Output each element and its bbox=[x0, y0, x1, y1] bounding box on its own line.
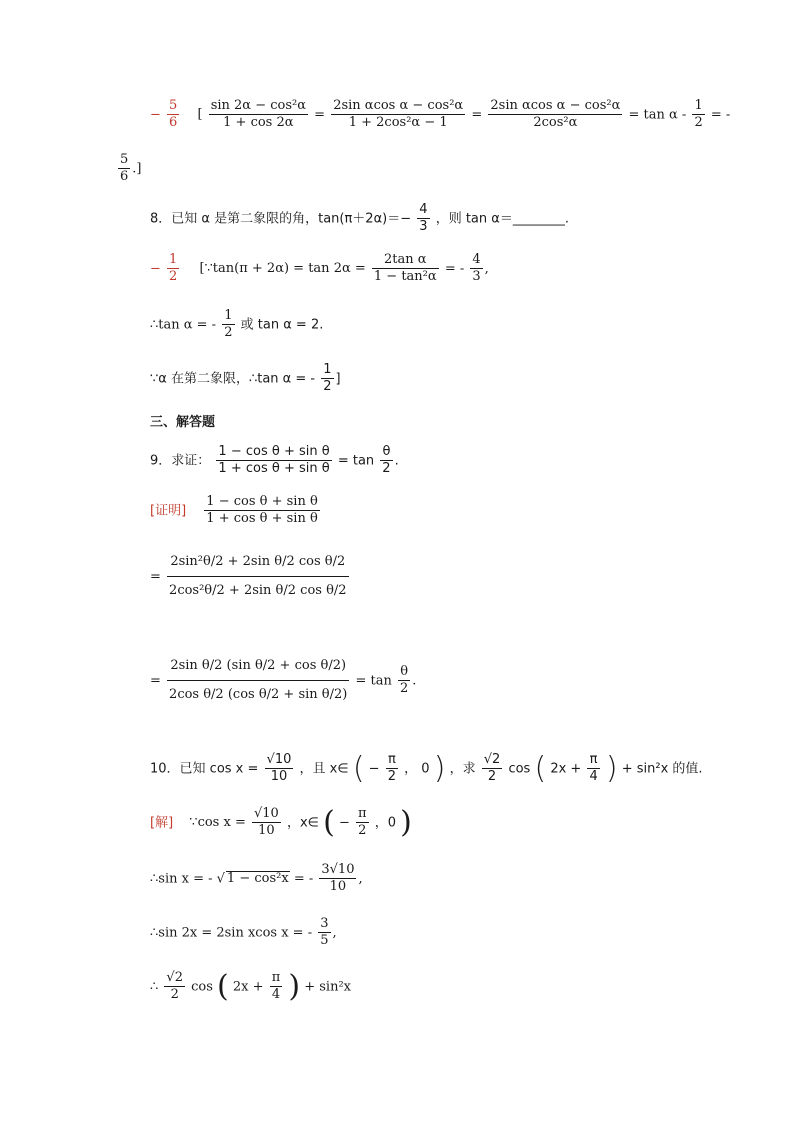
solution-label: [解] bbox=[150, 815, 174, 831]
solution-line-4: ∴ $\frac{√2}{2}$ cos ( 2x + $\frac{\pi}{4}$ ) + sin²x bbox=[150, 968, 352, 1004]
answer-8-line-3: ∵α 在第二象限，∴tan α = - $\frac{1}{2}$ ] bbox=[150, 362, 341, 395]
question-8: 8．已知 α 是第二象限的角，tan(π＋2α)＝− $\frac{4}{3}$ ，则 tan α＝________. bbox=[150, 202, 569, 235]
solution-line-2: ∴sin x = - √ 1 − cos²x = - $\frac{3√10}{10}$ , bbox=[150, 862, 363, 895]
step-fraction-1: $\frac{\text{sin 2α − cos²α}}{1 + \cos 2\alpha}$ bbox=[210, 98, 306, 131]
answer-8-fraction: $\frac{1}{2}$ bbox=[169, 252, 178, 285]
question-10: 10．已知 cos x = $\frac{√10}{10}$ ，且 x∈ ( − $\frac{\pi}{2}$ ， 0 ) ，求 $\frac{√2}{2}$ cos ( 2x + $\frac{\pi}{4}$ ) + sin²x 的值. bbox=[150, 750, 703, 786]
answer-7-fraction: $\frac{5}{6}$ bbox=[169, 98, 178, 131]
section-heading: 三、解答题 bbox=[150, 415, 216, 430]
answer-8: − $\frac{1}{2}$ [∵tan(π + 2α) = tan 2α = $\frac{\text{2tan α}}{\text{1 − tan²α}}$ = - $\frac{4}{3}$ , bbox=[150, 252, 489, 285]
half-fraction: $\frac{1}{2}$ bbox=[694, 98, 703, 131]
step-fraction-3: $\frac{\text{2sin αcos α − cos²α}}{\text{2cos²α}}$ bbox=[490, 98, 621, 131]
question-9: 9．求证： $\frac{\text{1 − cos θ + sin θ}}{\text{1 + cos θ + sin θ}}$ = tan $\frac{\theta}{2}$ . bbox=[150, 444, 399, 477]
proof-start: [证明] $\frac{\text{1 − cos θ + sin θ}}{\text{1 + cos θ + sin θ}}$ bbox=[150, 494, 318, 527]
step-fraction-2: $\frac{\text{2sin αcos α − cos²α}}{\text{1 + 2cos²α − 1}}$ bbox=[333, 98, 464, 131]
solution-line-3: ∴sin 2x = 2sin xcos x = - $\frac{3}{5}$ , bbox=[150, 916, 337, 949]
answer-7-sign: − bbox=[150, 107, 161, 123]
continuation-line: $\frac{5}{6}$ .] bbox=[120, 152, 142, 185]
answer-8-line-2: ∴tan α = - $\frac{1}{2}$ 或 tan α = 2. bbox=[150, 308, 324, 341]
answer-7-line: − $\frac{5}{6}$ [ $\frac{\text{sin 2α − cos²α}}{1 + \cos 2\alpha}$ = $\frac{\text{2sin αcos α − cos²α}}{\text{1 + 2cos²α − 1}}$ = $\frac{\text{2sin αcos α − cos²α}}{\text{2cos²α}}$ = tan α - $\frac{1}{2}$ = - bbox=[150, 98, 731, 131]
solution-line-1: [解] ∵cos x = $\frac{√10}{10}$ ，x∈ ( − $\frac{\pi}{2}$ ，0 ) bbox=[150, 804, 412, 840]
proof-label: [证明] bbox=[150, 503, 187, 519]
proof-step-1: = $\frac{\text{2sin²θ/2 + 2sin θ/2 cos θ/2}}{\text{2cos²θ/2 + 2sin θ/2 cos θ/2}}$ bbox=[150, 554, 347, 599]
five-sixths: $\frac{5}{6}$ bbox=[120, 152, 129, 185]
proof-step-2: = $\frac{\text{2sin θ/2 (sin θ/2 + cos θ/2)}}{\text{2cos θ/2 (cos θ/2 + sin θ/2)}}$ = tan $\frac{\theta}{2}$ . bbox=[150, 658, 417, 703]
